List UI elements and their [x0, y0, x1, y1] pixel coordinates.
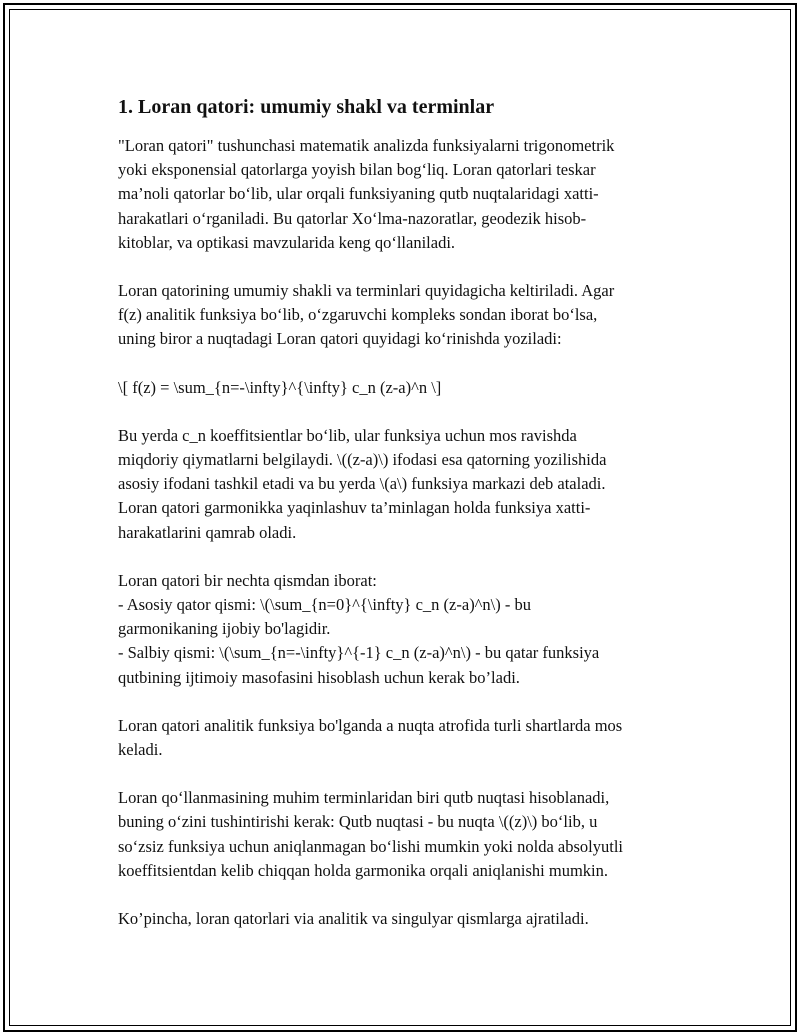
paragraph — [118, 714, 684, 762]
text-line: \[ f(z) = \sum_{n=-\infty}^{\infty} c_n (z-a)^n \] — [118, 377, 442, 397]
text-line: garmonikaning ijobiy bo'lagidir. — [118, 619, 331, 639]
text-line: ma’noli qatorlar bo‘lib, ular orqali funksiyaning qutb nuqtalaridagi xatti- — [118, 184, 599, 204]
paragraph — [118, 424, 684, 545]
paragraph — [118, 786, 684, 883]
text-line: f(z) analitik funksiya bo‘lib, o‘zgaruvchi kompleks sondan iborat bo‘lsa, — [118, 305, 598, 325]
paragraph — [118, 279, 684, 352]
paragraph-list — [118, 134, 684, 931]
text-line: kitoblar, va optikasi mavzularida keng qo‘llaniladi. — [118, 232, 456, 252]
text-line: - Salbiy qismi: \(\sum_{n=-\infty}^{-1} c_n (z-a)^n\) - bu qatar funksiya — [118, 643, 600, 663]
section-heading: 1. Loran qatori: umumiy shakl va terminlar — [118, 96, 495, 118]
text-line: Loran qatori garmonikka yaqinlashuv ta’minlagan holda funksiya xatti- — [118, 498, 591, 518]
text-line: harakatlarini qamrab oladi. — [118, 522, 297, 542]
text-line: miqdoriy qiymatlarni belgilaydi. \((z-a)\) ifodasi esa qatorning yozilishida — [118, 450, 607, 470]
paragraph — [118, 569, 684, 690]
text-line: yoki eksponensial qatorlarga yoyish bilan bog‘liq. Loran qatorlari teskar — [118, 160, 596, 180]
text-line: qutbining ijtimoiy masofasini hisoblash uchun kerak bo’ladi. — [118, 667, 520, 687]
text-line: - Asosiy qator qismi: \(\sum_{n=0}^{\infty} c_n (z-a)^n\) - bu — [118, 595, 531, 615]
text-line: Bu yerda c_n koeffitsientlar bo‘lib, ular funksiya uchun mos ravishda — [118, 425, 577, 445]
paragraph — [118, 907, 684, 931]
text-line: Loran qatorining umumiy shakli va terminlari quyidagicha keltiriladi. Agar — [118, 281, 615, 301]
text-line: buning o‘zini tushintirishi kerak: Qutb nuqtasi - bu nuqta \((z)\) bo‘lib, u — [118, 812, 598, 832]
text-line: keladi. — [118, 740, 163, 760]
text-line: Loran qatori analitik funksiya bo'lganda a nuqta atrofida turli shartlarda mos — [118, 715, 623, 735]
paragraph — [118, 376, 684, 400]
text-line: asosiy ifodani tashkil etadi va bu yerda \(a\) funksiya markazi deb ataladi. — [118, 474, 606, 494]
text-line: Loran qatori bir nechta qismdan iborat: — [118, 570, 377, 590]
document-body — [118, 92, 684, 955]
text-line: "Loran qatori" tushunchasi matematik analizda funksiyalarni trigonometrik — [118, 136, 615, 155]
text-line: so‘zsiz funksiya uchun aniqlanmagan bo‘lishi mumkin yoki nolda absolyutli — [118, 836, 624, 856]
text-line: Loran qo‘llanmasining muhim terminlaridan biri qutb nuqtasi hisoblanadi, — [118, 788, 610, 808]
text-line: harakatlari o‘rganiladi. Bu qatorlar Xo‘lma-nazoratlar, geodezik hisob- — [118, 208, 587, 228]
paragraph — [118, 134, 684, 255]
text-line: koeffitsientdan kelib chiqqan holda garmonika orqali aniqlanishi mumkin. — [118, 860, 609, 880]
text-line: uning biror a nuqtadagi Loran qatori quyidagi ko‘rinishda yoziladi: — [118, 329, 562, 349]
text-line: Ko’pincha, loran qatorlari via analitik va singulyar qismlarga ajratiladi. — [118, 909, 589, 929]
